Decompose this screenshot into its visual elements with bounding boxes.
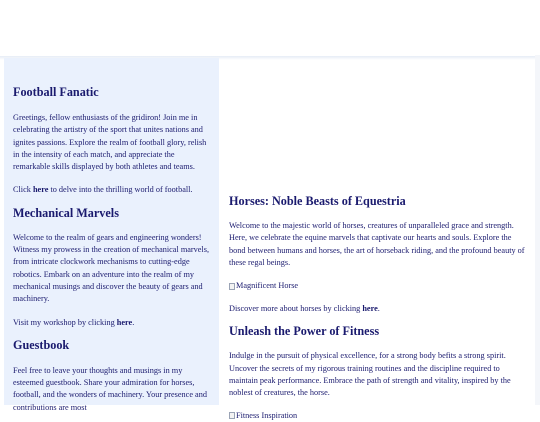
fitness-description: Indulge in the pursuit of physical excellence, for a strong body befits a strong spirit. Uncover the secrets of my rigorous training routines and the discipline required to maintain peak performance. Embrace the path of strength and vitality, inspired by the noblest of creatures, the horse. [229, 351, 511, 398]
horses-description: Welcome to the majestic world of horses, creatures of unparalleled grace and strength. Here, we celebrate the equine marvels that captivate our hearts and souls. Explore the bond between humans and horses, the art of horseback riding, and the profound beauty of these regal beings. [229, 221, 525, 267]
scrollbar-track[interactable] [535, 55, 540, 405]
football-cta: Click here to delve into the thrilling world of football. [13, 185, 193, 195]
football-here-link[interactable]: here [32, 185, 49, 195]
broken-image-icon [229, 412, 235, 419]
fitness-heading: Unleash the Power of Fitness [229, 324, 380, 339]
guestbook-description: Feel free to leave your thoughts and musings in my esteemed guestbook. Share your admiration for horses, football, and the wonders of machinery. Your presence and contributions are most [13, 365, 207, 412]
horses-here-link[interactable]: here [362, 304, 378, 314]
mechanical-cta: Visit my workshop by clicking here. [13, 317, 135, 327]
broken-image-icon [229, 283, 235, 290]
horses-cta: Discover more about horses by clicking here. [229, 304, 380, 314]
mechanical-description: Welcome to the realm of gears and engineering wonders! Witness my prowess in the creation of mechanical marvels, from intricate clockwork mechanisms to cutting-edge robotics. Embark on an adventure into the realm of my mechanical musings and discover the beauty of gears and machinery. [13, 232, 210, 304]
workshop-here-link[interactable]: here [116, 317, 133, 327]
sidebar [4, 58, 219, 412]
football-heading: Football Fanatic [13, 85, 99, 99]
guestbook-heading: Guestbook [13, 337, 70, 352]
top-header-bar [0, 0, 540, 58]
football-description: Greetings, fellow enthusiasts of the gridiron! Join me in celebrating the artistry of the sport that unites nations and ignites passions. Explore the realm of football glory, relish in the intensity of each match, and appreciate the remarkable skills displayed by both athletes and teams. [13, 113, 207, 172]
horse-image: Magnificent Horse [229, 280, 525, 292]
mechanical-heading: Mechanical Marvels [13, 205, 119, 220]
fitness-image: Fitness Inspiration [229, 410, 525, 422]
horses-heading: Horses: Noble Beasts of Equestria [229, 194, 406, 208]
main-content [219, 58, 535, 420]
